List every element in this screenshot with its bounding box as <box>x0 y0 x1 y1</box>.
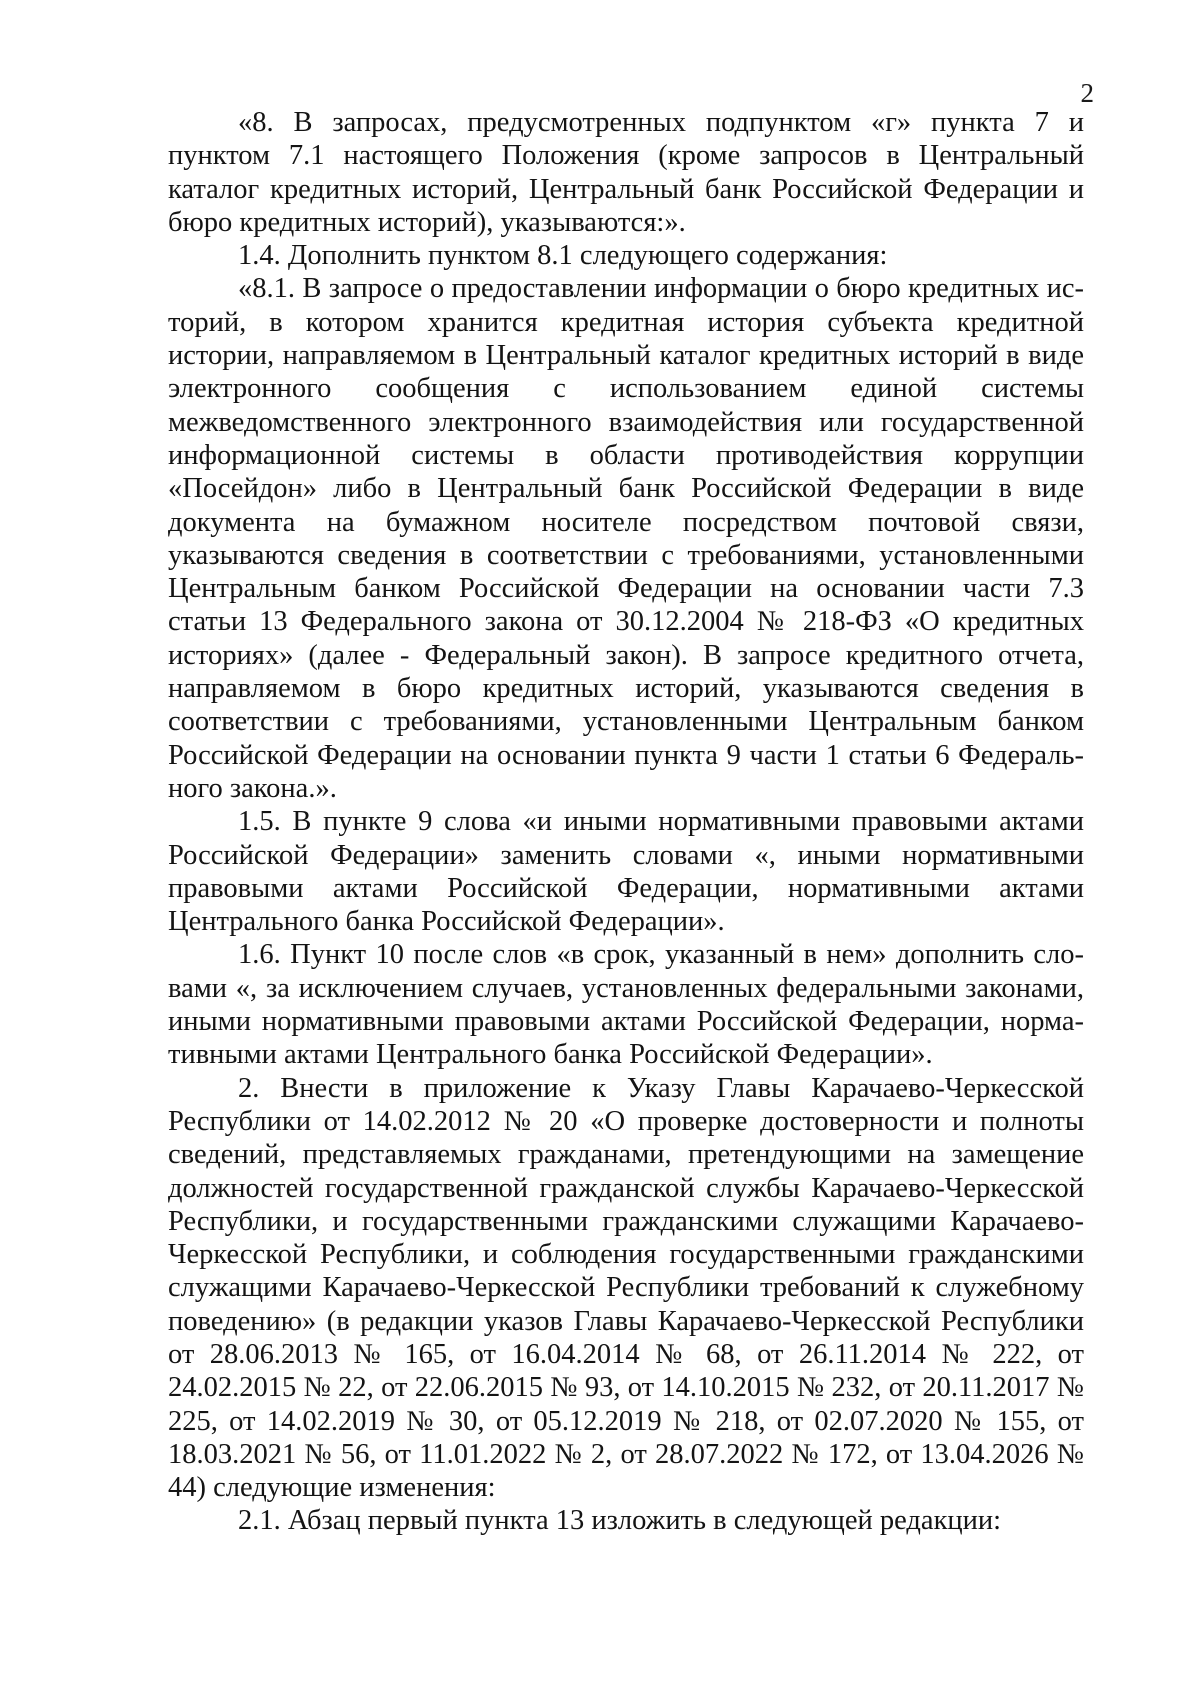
paragraph-clause-8: «8. В запросах, предусмотренных подпунктом «г» пункта 7 и пунктом 7.1 настоящего Положения (кроме запросов в Центральный каталог кредитных историй, Центральный банк Российской Федерации и бюро кредитных историй), указываются:». <box>168 107 1084 238</box>
paragraph-2: 2. Внести в приложение к Указу Главы Карачаево-Черкесской Республики от 14.02.2012 № 20 «О проверке достоверности и полноты сведений, представляемых гражданами, претендующими на замещение должностей государственной гражданской службы Карачаево-Черкесской Республики, и государственными гражданскими служащими Карачаево-Черкесской Республики, и соблюдения государственными гражданскими служащими Карачаево-Черкесской Республики требований к служебному поведению» (в редакции указов Главы Карачаево-Черкесской Республики от 28.06.2013 № 165, от 16.04.2014 № 68, от 26.11.2014 № 222, от 24.02.2015 № 22, от 22.06.2015 № 93, от 14.10.2015 № 232, от 20.11.2017 № 225, от 14.02.2019 № 30, от 05.12.2019 № 218, от 02.07.2020 № 155, от 18.03.2021 № 56, от 11.01.2022 № 2, от 28.07.2022 № 172, от 13.04.2026 № 44) следующие изменения: <box>168 1072 1084 1504</box>
page-number: 2 <box>1080 78 1094 108</box>
paragraph-2-1: 2.1. Абзац первый пункта 13 изложить в следующей редакции: <box>238 1505 1002 1537</box>
paragraph-clause-8-1: «8.1. В запросе о предоставлении информации о бюро кредитных историй, в котором хранится кредитная история субъекта кредитной истории, направляемом в Центральный каталог кредитных историй в виде электронного сообщения с использованием единой системы межведомственного электронного взаимодействия или государственной информационной системы в области противодействия коррупции «Посейдон» либо в Центральный банк Российской Федерации в виде документа на бумажном носителе посредством почтовой связи, указываются сведения в соответствии с требованиями, установленными Центральным банком Российской Федерации на основании части 7.3 статьи 13 Федерального закона от 30.12.2004 № 218-ФЗ «О кредитных историях» (далее - Федеральный закон). В запросе кредитного отчета, направляемом в бюро кредитных историй, указываются сведения в соответствии с требованиями, установленными Центральным банком Российской Федерации на основании пункта 9 части 1 статьи 6 Федерального закона.». <box>168 273 1084 804</box>
document-body <box>168 106 1084 1538</box>
paragraph-1-6: 1.6. Пункт 10 после слов «в срок, указанный в нем» дополнить словами «, за исключением случаев, установленных федеральными законами, иными нормативными правовыми актами Российской Федерации, нормативными актами Центрального банка Российской Федерации». <box>168 939 1084 1071</box>
paragraph-1-4: 1.4. Дополнить пунктом 8.1 следующего содержания: <box>238 240 888 272</box>
paragraph-1-5: 1.5. В пункте 9 слова «и иными нормативными правовыми актами Российской Федерации» заменить словами «, иными нормативными правовыми актами Российской Федерации, нормативными актами Центрального банка Российской Федерации». <box>168 806 1084 938</box>
